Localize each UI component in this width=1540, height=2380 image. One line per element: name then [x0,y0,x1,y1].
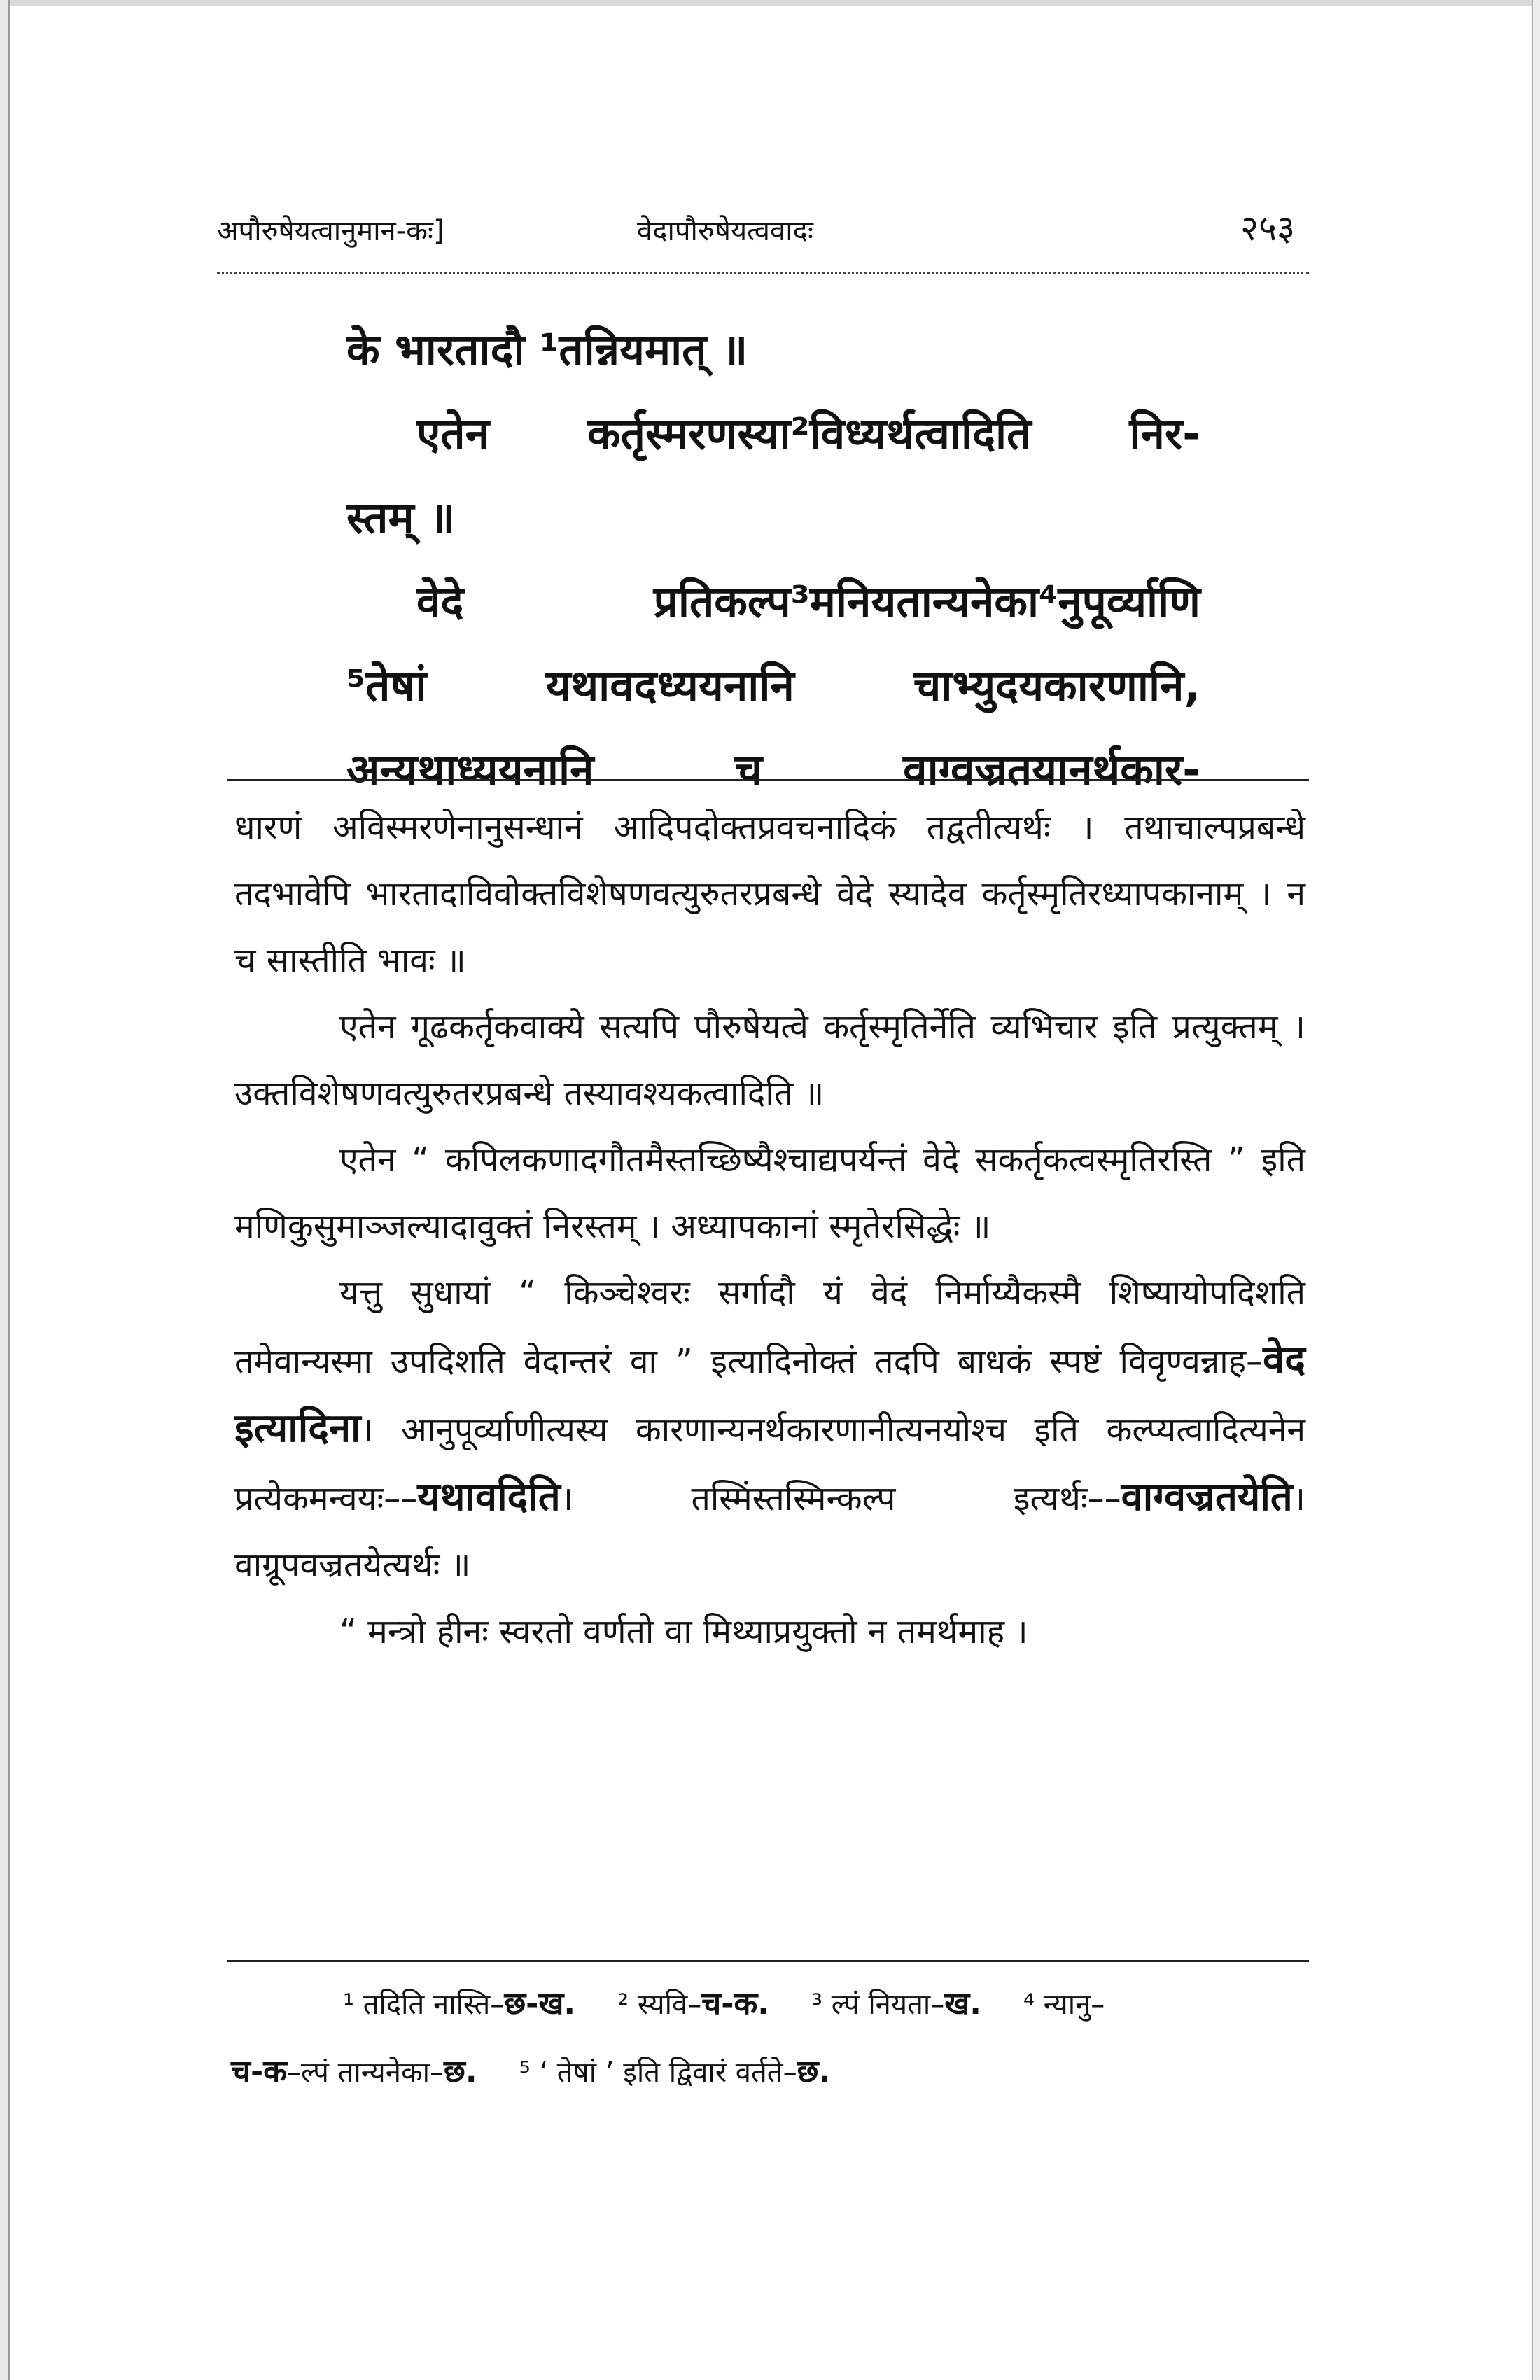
footnotes [231,1970,1312,2106]
header-chapter-title: वेदापौरुषेयत्ववादः [637,215,813,247]
root-line-2: एतेन कर्तृस्मरणस्या²विध्यर्थत्वादिति निर- [416,408,1200,459]
commentary-paragraph-3: एतेन “ कपिलकणादगौतमैस्तच्छिष्यैश्चाद्यपर्यन्तं वेदे सकर्तृकत्वस्मृतिरस्ति ” इति मणिकुसुमाञ्जल्यादावुक्तं निरस्तम् । अध्यापकानां स्मृतेरसिद्धेः ॥ [234,1140,1306,1246]
footnote-divider [227,1960,1309,1962]
page-number: २५३ [1240,208,1295,248]
root-line-4: वेदे प्रतिकल्प³मनियतान्यनेका⁴नुपूर्व्याणि [416,576,1200,627]
root-line-5: ⁵तेषां यथावदध्ययनानि चाभ्युदयकारणानि, [346,660,1200,711]
footnote-2-text: ² स्यवि– [617,1989,702,2021]
footnote-line-2 [231,2038,1312,2106]
commentary-text: । आनुपूर्व्याणीत्यस्य कारणान्यनर्थकारणानीत्यनयोश्च इति कल्प्यत्वादित्यनेन प्रत्येकमन्वयः–– [234,1410,1306,1518]
scan-top-edge [0,0,1540,6]
footnote-4-continued [231,2054,477,2090]
commentary [234,794,1306,1665]
footnote-3-source: ख. [944,1986,981,2022]
commentary-paragraph-2: एतेन गूढकर्तृकवाक्ये सत्यपि पौरुषेयत्वे कर्तृस्मृतिर्नेति व्यभिचार इति प्रत्युक्तम् । उक्तविशेषणवत्युरुतरप्रबन्धे तस्यावश्यकत्वादिति ॥ [234,1007,1306,1113]
root-line-3: स्तम् ॥ [346,492,456,543]
commentary-text: । वाग्रूपवज्रतयेत्यर्थः ॥ [234,1479,1306,1585]
footnote-4 [1023,1989,1105,2021]
scan-left-edge [0,0,10,2380]
commentary-text: यत्तु सुधायां “ किञ्चेश्वरः सर्गादौ यं वेदं निर्माय्यैकस्मै शिष्यायोपदिशति तमेवान्यस्मा उपदिशति वेदान्तरं वा ” इत्यादिनोक्तं तदपि बाधकं स्पष्टं विवृण्वन्नाह– [234,1273,1306,1381]
footnote-1-text: ¹ तदिति नास्ति– [343,1989,505,2021]
footnote-4-text-2: –ल्पं तान्यनेका– [287,2057,444,2089]
footnote-3 [811,1986,981,2022]
footnote-1 [343,1986,576,2022]
commentary-pratika: वेद इत्यादिना [234,1337,1306,1451]
root-line-6: अन्यथाध्ययनानि च वाग्वज्रतयानर्थकार- [346,744,1200,795]
scan-right-edge [1532,0,1540,2380]
commentary-pratika: यथावदिति [417,1474,561,1520]
footnote-4-text: ⁴ न्यानु– [1023,1989,1105,2021]
running-header [217,196,1309,259]
header-divider [217,272,1309,274]
root-commentary-divider [227,779,1309,781]
header-section-title: अपौरुषेयत्वानुमान-कः] [217,215,444,247]
commentary-pratika: वाग्वज्रतयेति [1121,1474,1293,1520]
commentary-text: । तस्मिंस्तस्मिन्कल्प इत्यर्थः–– [560,1479,1121,1518]
footnote-4-source: च-क [231,2054,287,2090]
footnote-5 [519,2054,831,2090]
footnote-2-source: च-क. [701,1986,769,2022]
footnote-line-1 [231,1970,1312,2038]
footnote-3-text: ³ ल्पं नियता– [811,1989,945,2021]
footnote-5-text: ⁵ ‘ तेषां ’ इति द्विवारं वर्तते– [519,2057,797,2089]
footnote-4-source-2: छ. [444,2054,477,2090]
commentary-paragraph-1: धारणं अविस्मरणेनानुसन्धानं आदिपदोक्तप्रवचनादिकं तद्वतीत्यर्थः । तथाचाल्पप्रबन्धे तदभावेपि भारतादाविवोक्तविशेषणवत्युरुतरप्रबन्धे वेदे स्यादेव कर्तृस्मृतिरध्यापकानाम् । न च सास्तीति भावः ॥ [234,808,1306,980]
commentary-paragraph-5: “ मन्त्रो हीनः स्वरतो वर्णतो वा मिथ्याप्रयुक्तो न तमर्थमाह । [340,1612,1028,1651]
root-line-1: के भारतादौ ¹तन्नियमात् ॥ [346,324,748,375]
root-text [346,308,1200,812]
footnote-2 [617,1986,769,2022]
commentary-paragraph-4 [234,1260,1306,1599]
footnote-5-source: छ. [797,2054,831,2090]
footnote-1-source: छ-ख. [504,1986,576,2022]
